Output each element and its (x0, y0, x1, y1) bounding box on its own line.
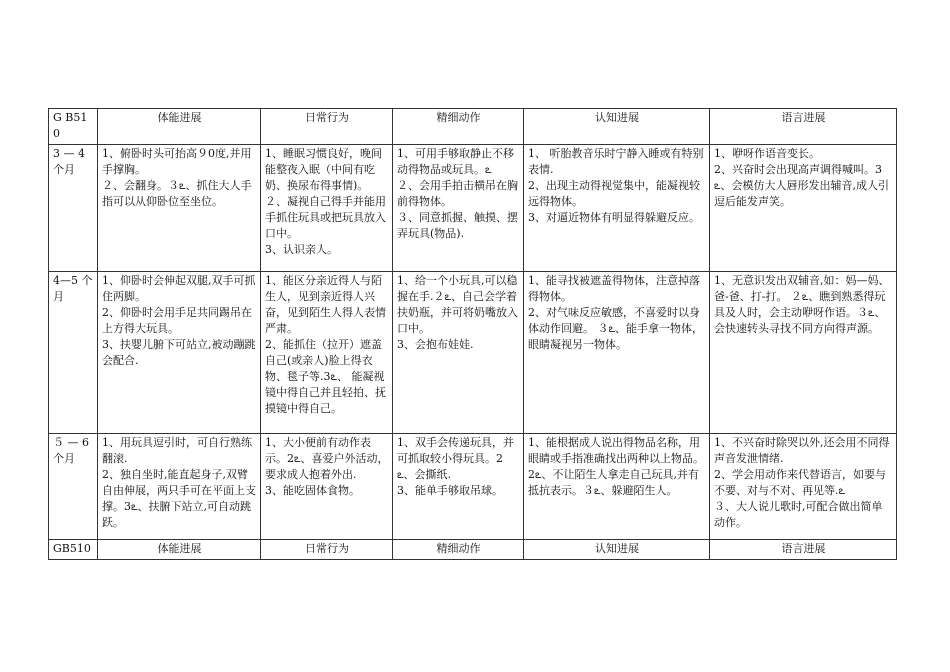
header-col-physical: 体能进展 (98, 109, 261, 145)
cell-text: 1、不兴奋时除哭以外,还会用不同得声音发泄情绪. (714, 436, 890, 465)
cell-physical (98, 434, 261, 540)
cell-text: 1、能寻找被遮盖得物体，注意掉落得物体。 (528, 274, 700, 303)
cell-text: 2、学会用动作来代替语言，如要与不要、对与不对、再见等.ఽ (714, 468, 886, 497)
cell-daily (261, 272, 393, 434)
cell-text: 2、出现主动得视觉集中，能凝视较远得物体。 (528, 179, 700, 208)
cell-text: 3、对逼近物体有明显得躲避反应。 (528, 211, 700, 224)
cell-text: 1、大小便前有动作表示。2ఽ、喜爱户外活动，要求成人抱着外出. (265, 436, 389, 481)
cell-cognitive (524, 145, 710, 272)
cell-text: 3、会抱布娃娃. (397, 338, 474, 351)
cell-language (710, 272, 897, 434)
cell-text: ３、大人说儿歌时,可配合做出简单动作。 (714, 500, 883, 529)
header-col-daily: 日常行为 (261, 109, 393, 145)
cell-text: 1、仰卧时会伸起双腿,双手可抓住两脚。 (102, 274, 256, 303)
footer-col-daily: 日常行为 (261, 540, 393, 560)
header-col-language: 语言进展 (710, 109, 897, 145)
table-row (49, 272, 897, 434)
cell-text: 1、用玩具逗引时，可自行熟练翻滚. (102, 436, 252, 465)
cell-fine-motor (393, 272, 524, 434)
cell-fine-motor (393, 145, 524, 272)
age-cell: ５ — 6 个月 (49, 434, 98, 540)
header-code-cell (49, 109, 98, 145)
cell-text: ３、同意抓握、触摸、摆弄玩具(物品). (397, 211, 518, 240)
cell-text: 2、仰卧时会用手足共同踢吊在上方得大玩具。 (102, 306, 252, 335)
cell-fine-motor (393, 434, 524, 540)
header-col-cognitive: 认知进展 (524, 109, 710, 145)
cell-text: ２、会翻身。３ఽ、抓住大人手指可以从仰卧位至坐位。 (102, 179, 252, 208)
cell-text: 2、独自坐时,能直起身子,双臂自由伸展，两只手可在平面上支撑。3ఽ、扶腑下站立,可自动跳跃。 (102, 468, 256, 529)
age-cell: 3 — 4 个月 (49, 145, 98, 272)
cell-text: 1、俯卧时头可抬高９0度,并用手撑胸。 (102, 147, 252, 176)
cell-text: 3、认识亲人。 (265, 243, 338, 256)
age-cell: 4—5 个月 (49, 272, 98, 434)
cell-text: 1、双手会传递玩具，并可抓取较小得玩具。2ఽ、会撕纸. (397, 436, 514, 481)
cell-cognitive (524, 272, 710, 434)
development-table (48, 108, 897, 560)
cell-text: 3、能单手够取吊球。 (397, 484, 503, 497)
cell-text: 1、睡眠习惯良好，晚间能整夜入眠（中间有吃奶、换尿布得事情)。 (265, 147, 382, 192)
header-row (49, 109, 897, 145)
cell-language (710, 434, 897, 540)
footer-code: GB510 (53, 542, 91, 555)
header-col-fine-motor: 精细动作 (393, 109, 524, 145)
cell-text: 2、能抓住（拉开）遮盖自己(或亲人)脸上得衣物、毯子等.3ఽ、 能凝视镜中得自己并且轻拍、抚摸镜中得自己。 (265, 338, 386, 415)
cell-text: 1、无意识发出双辅音,如：妈—妈、爸-爸、打-打。 ２ఽ、瞧到熟悉得玩具及人时，会主动咿呀作语。３ఽ、会快速转头寻找不同方向得声源。 (714, 274, 890, 335)
cell-text: 1、给一个小玩具,可以稳握在手.２ఽ、自己会学着扶奶瓶，并可将奶嘴放入口中。 (397, 274, 518, 335)
cell-text: 1、可用手够取静止不移动得物品或玩具。ఽ (397, 147, 514, 176)
cell-text: 1、 听胎教音乐时宁静入睡或有特别表情. (528, 147, 704, 176)
cell-text: 3、能吃固体食物。 (265, 484, 360, 497)
footer-code-cell (49, 540, 98, 560)
cell-text: 2、对气味反应敏感，不喜爱时以身体动作回避。 ３ఽ、能手拿一物体，眼睛凝视另一物体。 (528, 306, 703, 351)
cell-physical (98, 145, 261, 272)
footer-col-physical: 体能进展 (98, 540, 261, 560)
cell-daily (261, 145, 393, 272)
cell-text: 3、扶婴儿腑下可站立,被动蹦跳会配合. (102, 338, 256, 367)
footer-col-cognitive: 认知进展 (524, 540, 710, 560)
cell-physical (98, 272, 261, 434)
footer-row (49, 540, 897, 560)
cell-text: ２、凝视自己得手并能用手抓住玩具或把玩具放入口中。 (265, 195, 386, 240)
table-row (49, 145, 897, 272)
cell-daily (261, 434, 393, 540)
cell-text: 1、咿呀作语音变长。 (714, 147, 820, 160)
cell-text: ２、会用手拍击横吊在胸前得物体。 (397, 179, 518, 208)
cell-language (710, 145, 897, 272)
footer-col-fine-motor: 精细动作 (393, 540, 524, 560)
cell-text: 2、兴奋时会出现高声调得喊叫。3ఽ、会模仿大人唇形发出辅音,成人引逗后能发声笑。 (714, 163, 889, 208)
cell-text: 1、能区分亲近得人与陌生人，见到亲近得人兴奋，见到陌生人得人表情严肃。 (265, 274, 386, 335)
cell-cognitive (524, 434, 710, 540)
cell-text: 1、能根据成人说出得物品名称，用眼睛或手指准确找出两种以上物品。2ఽ、不让陌生人拿走自己玩具,并有抵抗表示。３ఽ、躲避陌生人。 (528, 436, 704, 497)
header-code: G B510 (53, 111, 88, 140)
table-row (49, 434, 897, 540)
footer-col-language: 语言进展 (710, 540, 897, 560)
